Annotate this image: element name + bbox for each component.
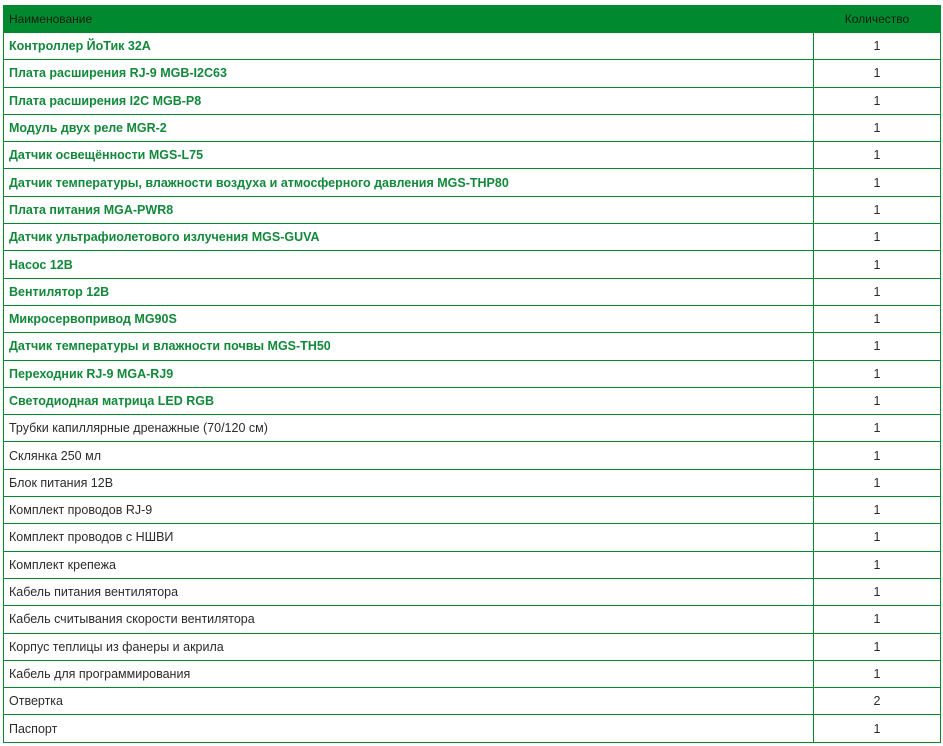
table-row [4,497,941,524]
item-quantity: 1 [814,196,941,223]
table-row [4,305,941,332]
table-row [4,524,941,551]
item-quantity: 1 [814,251,941,278]
item-name: Трубки капиллярные дренажные (70/120 см) [4,415,814,442]
item-name: Комплект крепежа [4,551,814,578]
item-quantity: 2 [814,688,941,715]
item-quantity: 1 [814,633,941,660]
table-row [4,142,941,169]
product-link[interactable]: Плата расширения I2C MGB-P8 [4,87,814,114]
table-row [4,415,941,442]
item-quantity: 1 [814,578,941,605]
item-quantity: 1 [814,387,941,414]
item-name: Комплект проводов RJ-9 [4,497,814,524]
item-quantity: 1 [814,524,941,551]
item-quantity: 1 [814,415,941,442]
item-quantity: 1 [814,360,941,387]
item-name: Комплект проводов с НШВИ [4,524,814,551]
item-quantity: 1 [814,715,941,742]
product-link[interactable]: Переходник RJ-9 MGA-RJ9 [4,360,814,387]
item-quantity: 1 [814,169,941,196]
table-row [4,688,941,715]
product-link[interactable]: Модуль двух реле MGR-2 [4,114,814,141]
table-row [4,606,941,633]
item-quantity: 1 [814,469,941,496]
item-quantity: 1 [814,442,941,469]
item-quantity: 1 [814,551,941,578]
table-row [4,633,941,660]
product-link[interactable]: Контроллер ЙоТик 32А [4,33,814,60]
table-row [4,387,941,414]
table-row [4,224,941,251]
item-name: Кабель для программирования [4,660,814,687]
table-row [4,251,941,278]
table-row [4,442,941,469]
item-name: Отвертка [4,688,814,715]
table-row [4,60,941,87]
item-quantity: 1 [814,278,941,305]
item-quantity: 1 [814,33,941,60]
table-row [4,551,941,578]
item-quantity: 1 [814,114,941,141]
product-link[interactable]: Датчик ультрафиолетового излучения MGS-GUVA [4,224,814,251]
item-name: Паспорт [4,715,814,742]
item-quantity: 1 [814,497,941,524]
item-name: Кабель питания вентилятора [4,578,814,605]
item-quantity: 1 [814,606,941,633]
table-row [4,114,941,141]
item-quantity: 1 [814,87,941,114]
product-link[interactable]: Плата расширения RJ-9 MGB-I2C63 [4,60,814,87]
item-quantity: 1 [814,305,941,332]
table-row [4,196,941,223]
item-name: Кабель считывания скорости вентилятора [4,606,814,633]
item-name: Корпус теплицы из фанеры и акрила [4,633,814,660]
product-link[interactable]: Плата питания MGA-PWR8 [4,196,814,223]
product-link[interactable]: Светодиодная матрица LED RGB [4,387,814,414]
product-link[interactable]: Датчик температуры, влажности воздуха и атмосферного давления MGS-THP80 [4,169,814,196]
kit-contents-table [3,5,941,743]
table-header [4,6,941,33]
column-header-quantity: Количество [814,6,941,33]
table-row [4,33,941,60]
product-link[interactable]: Насос 12В [4,251,814,278]
product-link[interactable]: Микросервопривод MG90S [4,305,814,332]
item-quantity: 1 [814,60,941,87]
table-row [4,715,941,742]
table-row [4,578,941,605]
table-row [4,660,941,687]
column-header-name: Наименование [4,6,814,33]
table-row [4,87,941,114]
header-row [4,6,941,33]
table-row [4,169,941,196]
product-link[interactable]: Датчик освещённости MGS-L75 [4,142,814,169]
item-quantity: 1 [814,660,941,687]
table-row [4,360,941,387]
table-row [4,278,941,305]
item-quantity: 1 [814,224,941,251]
item-name: Блок питания 12В [4,469,814,496]
item-quantity: 1 [814,142,941,169]
item-quantity: 1 [814,333,941,360]
table-body [4,33,941,743]
product-link[interactable]: Датчик температуры и влажности почвы MGS-TH50 [4,333,814,360]
product-link[interactable]: Вентилятор 12В [4,278,814,305]
item-name: Склянка 250 мл [4,442,814,469]
table-row [4,333,941,360]
kit-contents-table-wrapper [3,5,940,743]
table-row [4,469,941,496]
